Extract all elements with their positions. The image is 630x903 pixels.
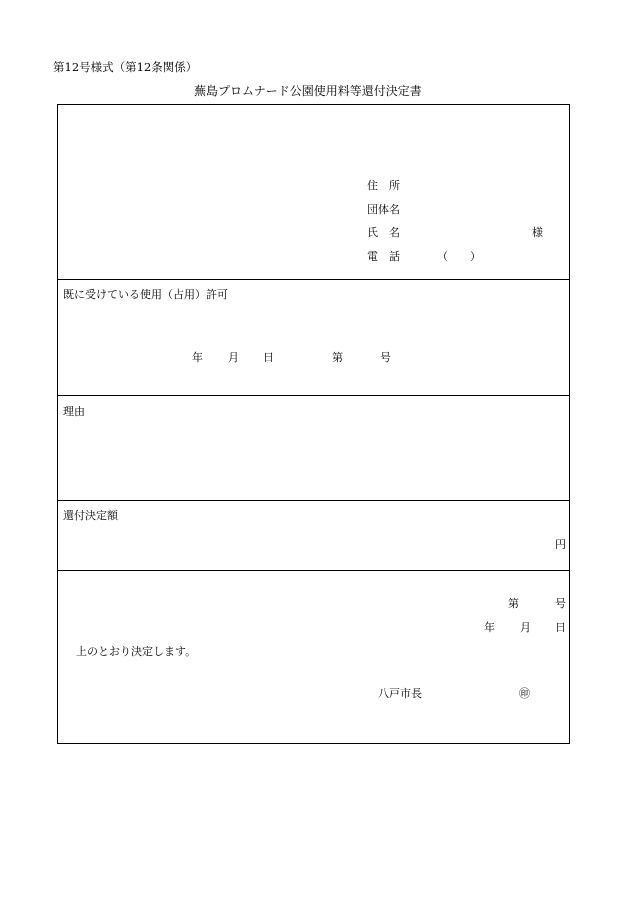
group-name-label: 団体名 (367, 203, 400, 216)
honorific-sama: 様 (532, 226, 543, 239)
form-number: 第12号様式（第12条関係） (53, 60, 198, 74)
phone-label: 電 話 (367, 250, 400, 263)
decision-month-label: 月 (520, 621, 531, 634)
seal-mark: ㊞ (519, 687, 530, 700)
phone-area-parens: （ ） (437, 250, 481, 263)
decision-dai-label: 第 (508, 597, 519, 610)
refund-amount-label: 還付決定額 (63, 509, 118, 522)
decision-year-label: 年 (484, 621, 495, 634)
address-label: 住 所 (367, 179, 400, 192)
permit-month-label: 月 (228, 351, 239, 364)
issuer-mayor: 八戸市長 (378, 687, 422, 700)
name-label: 氏 名 (367, 226, 400, 239)
document-title: 蕪島プロムナード公園使用料等還付決定書 (194, 84, 422, 98)
decision-go-label: 号 (555, 597, 566, 610)
row-divider (58, 500, 569, 501)
permit-year-label: 年 (192, 351, 203, 364)
reason-label: 理由 (63, 405, 85, 418)
row-divider (58, 279, 569, 280)
permit-day-label: 日 (263, 351, 274, 364)
row-divider (58, 395, 569, 396)
yen-unit: 円 (555, 538, 566, 551)
permit-dai-label: 第 (332, 351, 343, 364)
decision-statement: 上のとおり決定します。 (76, 645, 197, 658)
decision-day-label: 日 (555, 621, 566, 634)
permit-go-label: 号 (380, 351, 391, 364)
prior-permit-label: 既に受けている使用（占用）許可 (63, 288, 228, 301)
row-divider (58, 570, 569, 571)
